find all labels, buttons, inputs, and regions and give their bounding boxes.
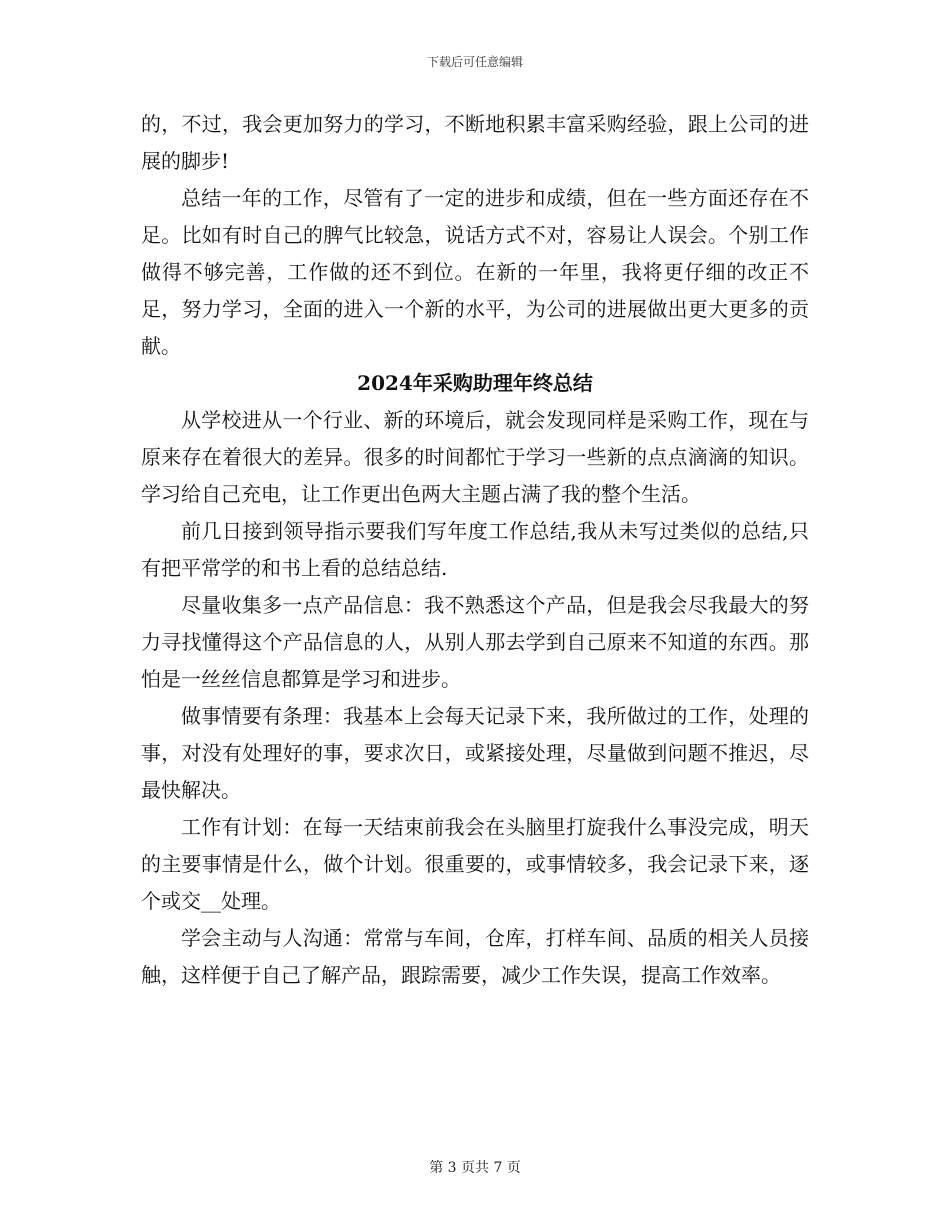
document-body: [141, 106, 809, 994]
paragraph: 工作有计划：在每一天结束前我会在头脑里打旋我什么事没完成，明天的主要事情是什么，做个计划。很重要的，或事情较多，我会记录下来，逐个或交__处理。: [141, 815, 809, 913]
paragraph: 前几日接到领导指示要我们写年度工作总结,我从未写过类似的总结,只有把平常学的和书上看的总结总结.: [141, 519, 809, 580]
paragraph: 学会主动与人沟通：常常与车间，仓库，打样车间、品质的相关人员接触，这样便于自己了解产品，跟踪需要，减少工作失误，提高工作效率。: [141, 926, 809, 987]
page-header: 下载后可任意编辑: [426, 55, 523, 69]
paragraph: 总结一年的工作，尽管有了一定的进步和成绩，但在一些方面还存在不足。比如有时自己的脾气比较急，说话方式不对，容易让人误会。个别工作做得不够完善，工作做的还不到位。在新的一年里，我将更仔细的改正不足，努力学习，全面的进入一个新的水平，为公司的进展做出更大更多的贡献。: [141, 186, 809, 358]
paragraph: 尽量收集多一点产品信息：我不熟悉这个产品，但是我会尽我最大的努力寻找懂得这个产品信息的人，从别人那去学到自己原来不知道的东西。那怕是一丝丝信息都算是学习和进步。: [141, 593, 809, 691]
paragraph-continued: 的，不过，我会更加努力的学习，不断地积累丰富采购经验，跟上公司的进展的脚步!: [141, 112, 809, 173]
paragraph: 从学校进从一个行业、新的环境后，就会发现同样是采购工作，现在与原来存在着很大的差异。很多的时间都忙于学习一些新的点点滴滴的知识。学习给自己充电，让工作更出色两大主题占满了我的整个生活。: [141, 408, 809, 506]
section-title: 2024年采购助理年终总结: [357, 371, 593, 395]
paragraph: 做事情要有条理：我基本上会每天记录下来，我所做过的工作，处理的事，对没有处理好的事，要求次日，或紧接处理，尽量做到问题不推迟，尽最快解决。: [141, 704, 809, 802]
page-footer: 第 3 页共 7 页: [429, 1160, 521, 1176]
